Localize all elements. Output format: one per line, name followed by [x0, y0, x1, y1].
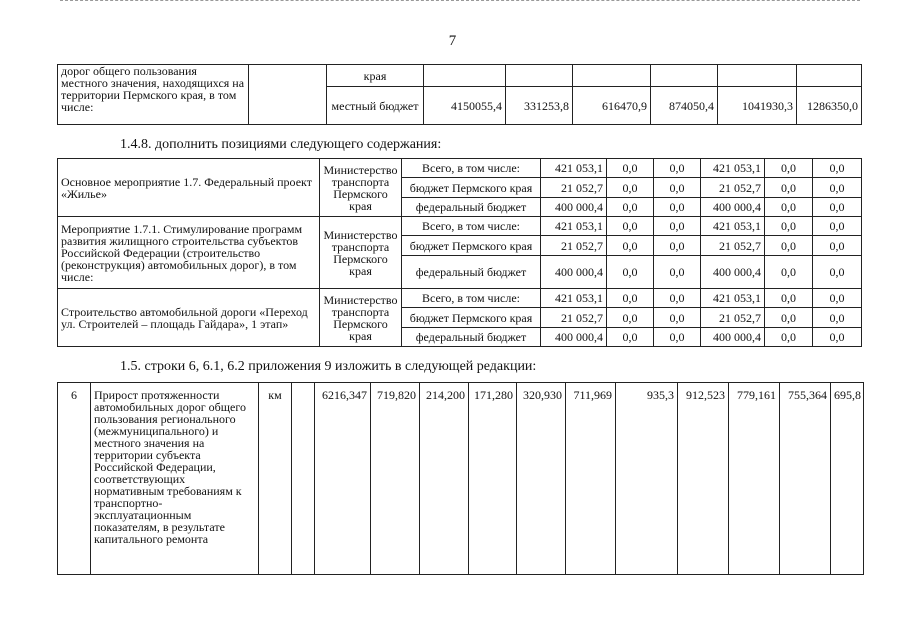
value-cell: 0,0 [765, 308, 813, 328]
executor: Министерство транспорта Пермского края [320, 159, 402, 217]
source-cell: бюджет Пермского края [402, 178, 541, 198]
top-scan-line [60, 0, 860, 2]
value-cell: 719,820 [371, 383, 420, 575]
table-continuation [57, 64, 862, 125]
empty-cell [292, 383, 315, 575]
group-name: Мероприятие 1.7.1. Стимулирование программ развития жилищного строительства субъектов Российской Федерации (строительство (реконструкция) автомобильных дорог), в том числе: [58, 217, 320, 289]
value-cell: 912,523 [678, 383, 729, 575]
value-cell: 0,0 [654, 198, 701, 217]
value-cell: 0,0 [607, 308, 654, 328]
value-cell: 21 052,7 [541, 308, 607, 328]
value-cell: 331253,8 [506, 87, 573, 125]
source-cell: Всего, в том числе: [402, 289, 541, 308]
value-cell: 0,0 [813, 217, 862, 236]
page-number: 7 [448, 33, 457, 49]
value-cell: 0,0 [813, 198, 862, 217]
value-cell: 935,3 [616, 383, 678, 575]
value-cell: 6216,347 [315, 383, 371, 575]
value-cell: 616470,9 [573, 87, 651, 125]
value-cell: 421 053,1 [541, 159, 607, 178]
table-new-positions [57, 158, 862, 347]
value-cell: 0,0 [765, 328, 813, 347]
value-cell: 0,0 [765, 217, 813, 236]
value-cell: 1286350,0 [797, 87, 862, 125]
value-cell: 0,0 [654, 159, 701, 178]
value-cell: 0,0 [813, 289, 862, 308]
value-cell: 214,200 [420, 383, 469, 575]
value-cell: 0,0 [607, 159, 654, 178]
value-cell: 400 000,4 [701, 256, 765, 289]
value-cell: 695,8 [831, 383, 864, 575]
value-cell: 421 053,1 [701, 289, 765, 308]
value-cell: 0,0 [654, 178, 701, 198]
value-cell: 0,0 [654, 308, 701, 328]
value-cell: 0,0 [765, 198, 813, 217]
source-cell: Всего, в том числе: [402, 159, 541, 178]
value-cell: 400 000,4 [701, 198, 765, 217]
value-cell: 874050,4 [651, 87, 718, 125]
source-cell: федеральный бюджет [402, 328, 541, 347]
source-cell: федеральный бюджет [402, 198, 541, 217]
value-cell: 0,0 [607, 328, 654, 347]
value-cell: 0,0 [654, 236, 701, 256]
value-cell: 0,0 [813, 328, 862, 347]
value-cell: 0,0 [607, 256, 654, 289]
value-cell: 0,0 [607, 217, 654, 236]
value-cell: 0,0 [607, 198, 654, 217]
table-appendix-9 [57, 382, 864, 575]
value-cell: 400 000,4 [701, 328, 765, 347]
value-cell: 755,364 [780, 383, 831, 575]
value-cell: 421 053,1 [541, 289, 607, 308]
value-cell: 0,0 [765, 256, 813, 289]
value-cell: 0,0 [813, 256, 862, 289]
value-cell: 21 052,7 [701, 236, 765, 256]
value-cell: 400 000,4 [541, 328, 607, 347]
value-cell: 0,0 [813, 178, 862, 198]
group-name: Основное мероприятие 1.7. Федеральный проект «Жилье» [58, 159, 320, 217]
value-cell: 0,0 [654, 217, 701, 236]
executor: Министерство транспорта Пермского края [320, 289, 402, 347]
source-cell: федеральный бюджет [402, 256, 541, 289]
source-cell: края [327, 65, 424, 87]
value-cell: 779,161 [729, 383, 780, 575]
value-cell: 0,0 [607, 289, 654, 308]
source-cell: местный бюджет [327, 87, 424, 125]
value-cell: 0,0 [607, 236, 654, 256]
value-cell: 0,0 [765, 178, 813, 198]
indicator-description: Прирост протяженности автомобильных дорог общего пользования регионального (межмуниципального) и местного значения на территории субъекта Российской Федерации, соответствующих нормативным требованиям к транспортно-эксплуатационным показателям, в результате капитального ремонта [91, 383, 259, 575]
value-cell: 1041930,3 [718, 87, 797, 125]
value-cell: 400 000,4 [541, 198, 607, 217]
value-cell: 0,0 [813, 159, 862, 178]
paragraph-1-4-8: 1.4.8. дополнить позициями следующего содержания: [120, 137, 442, 152]
value-cell: 320,930 [517, 383, 566, 575]
value-cell: 0,0 [765, 159, 813, 178]
value-cell: 400 000,4 [541, 256, 607, 289]
source-cell: Всего, в том числе: [402, 217, 541, 236]
source-cell: бюджет Пермского края [402, 308, 541, 328]
value-cell: 0,0 [607, 178, 654, 198]
empty-cell [249, 65, 327, 125]
value-cell: 421 053,1 [541, 217, 607, 236]
value-cell: 421 053,1 [701, 159, 765, 178]
value-cell: 711,969 [566, 383, 616, 575]
value-cell: 0,0 [654, 256, 701, 289]
executor: Министерство транспорта Пермского края [320, 217, 402, 289]
value-cell: 0,0 [654, 328, 701, 347]
value-cell: 171,280 [469, 383, 517, 575]
paragraph-1-5: 1.5. строки 6, 6.1, 6.2 приложения 9 изложить в следующей редакции: [120, 359, 537, 374]
value-cell: 4150055,4 [424, 87, 506, 125]
value-cell: 0,0 [765, 289, 813, 308]
source-cell: бюджет Пермского края [402, 236, 541, 256]
value-cell: 0,0 [654, 289, 701, 308]
value-cell: 21 052,7 [701, 308, 765, 328]
row-description: дорог общего пользования местного значения, находящихся на территории Пермского края, в том числе: [58, 65, 249, 125]
value-cell: 421 053,1 [701, 217, 765, 236]
value-cell: 0,0 [813, 308, 862, 328]
value-cell: 0,0 [765, 236, 813, 256]
value-cell: 21 052,7 [541, 178, 607, 198]
row-number: 6 [58, 383, 91, 575]
unit-cell: км [259, 383, 292, 575]
value-cell: 21 052,7 [701, 178, 765, 198]
group-name: Строительство автомобильной дороги «Переход ул. Строителей – площадь Гайдара», 1 этап» [58, 289, 320, 347]
value-cell: 0,0 [813, 236, 862, 256]
value-cell: 21 052,7 [541, 236, 607, 256]
